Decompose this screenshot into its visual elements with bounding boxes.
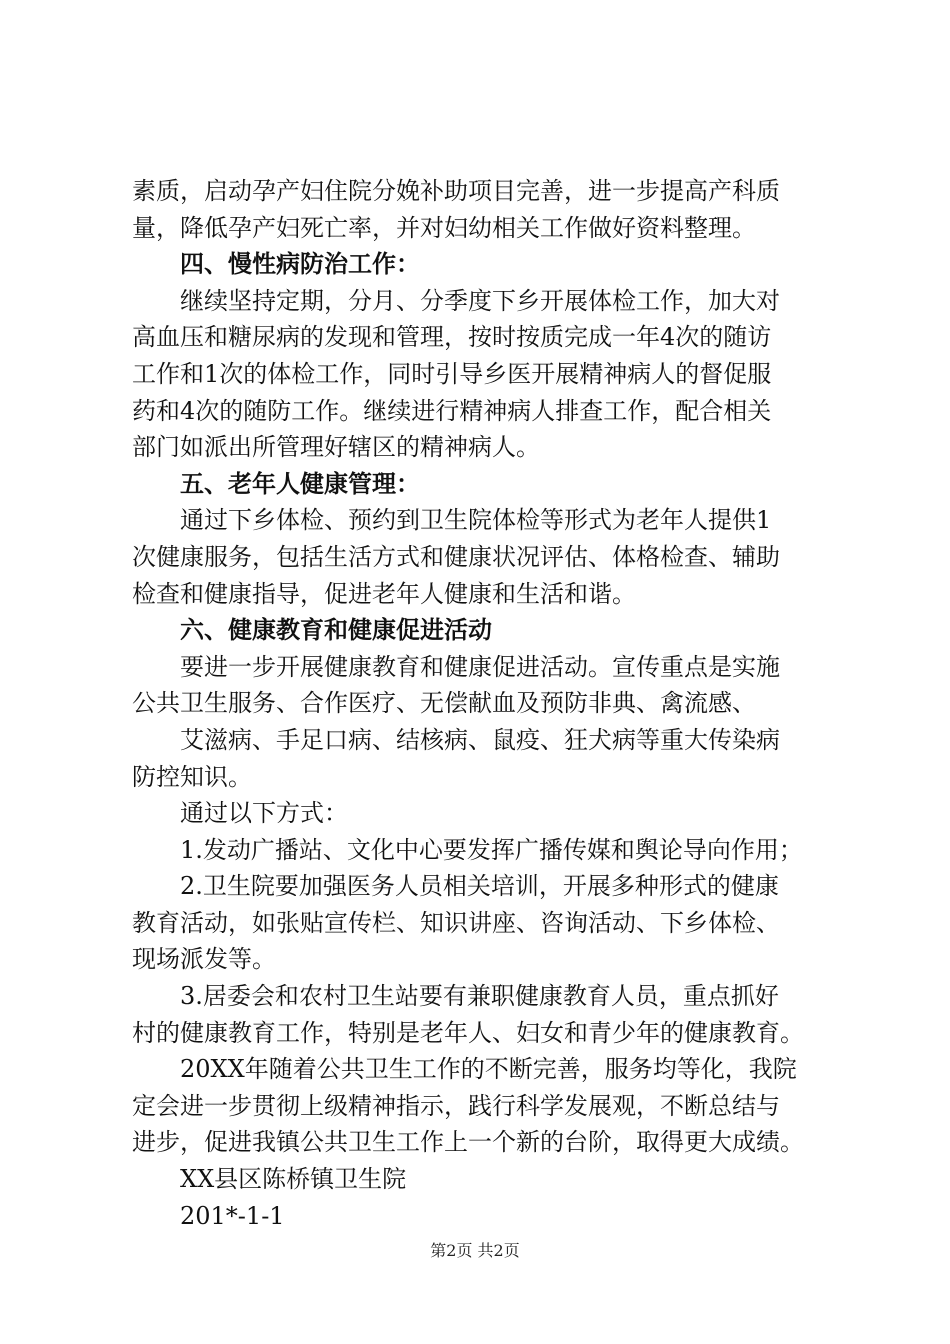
paragraph-line: 防控知识。 bbox=[132, 762, 252, 791]
section-heading: 四、慢性病防治工作： bbox=[180, 250, 420, 279]
paragraph-line: 1.发动广播站、文化中心要发挥广播传媒和舆论导向作用； bbox=[180, 835, 803, 864]
paragraph-line: 工作和1次的体检工作，同时引导乡医开展精神病人的督促服 bbox=[132, 359, 772, 388]
section-heading: 六、健康教育和健康促进活动 bbox=[180, 616, 492, 645]
paragraph-line: 进步，促进我镇公共卫生工作上一个新的台阶，取得更大成绩。 bbox=[132, 1128, 804, 1157]
document-body bbox=[132, 173, 832, 1234]
paragraph-line: 高血压和糖尿病的发现和管理，按时按质完成一年4次的随访 bbox=[132, 323, 772, 352]
paragraph-line: 通过下乡体检、预约到卫生院体检等形式为老年人提供1 bbox=[180, 506, 772, 535]
paragraph-line: 2.卫生院要加强医务人员相关培训，开展多种形式的健康 bbox=[180, 872, 779, 901]
paragraph-line: 部门如派出所管理好辖区的精神病人。 bbox=[132, 433, 540, 462]
paragraph-line: 素质，启动孕产妇住院分娩补助项目完善，进一步提高产科质 bbox=[132, 177, 780, 205]
paragraph-line: 继续坚持定期，分月、分季度下乡开展体检工作，加大对 bbox=[180, 286, 780, 315]
paragraph-line: XX县区陈桥镇卫生院 bbox=[180, 1165, 407, 1194]
paragraph-line: 公共卫生服务、合作医疗、无偿献血及预防非典、禽流感、 bbox=[132, 689, 756, 718]
paragraph-line: 通过以下方式： bbox=[180, 799, 348, 828]
paragraph-line: 要进一步开展健康教育和健康促进活动。宣传重点是实施 bbox=[180, 652, 780, 681]
paragraph-line: 教育活动，如张贴宣传栏、知识讲座、咨询活动、下乡体检、 bbox=[132, 908, 780, 937]
paragraph-line: 20XX年随着公共卫生工作的不断完善，服务均等化，我院 bbox=[180, 1055, 797, 1084]
paragraph-line: 现场派发等。 bbox=[132, 945, 276, 974]
paragraph-line: 药和4次的随防工作。继续进行精神病人排查工作，配合相关 bbox=[132, 396, 772, 425]
section-heading: 五、老年人健康管理： bbox=[180, 469, 420, 498]
paragraph-line: 次健康服务，包括生活方式和健康状况评估、体格检查、辅助 bbox=[132, 542, 780, 571]
paragraph-line: 定会进一步贯彻上级精神指示，践行科学发展观，不断总结与 bbox=[132, 1091, 780, 1120]
paragraph-line: 检查和健康指导，促进老年人健康和生活和谐。 bbox=[132, 579, 636, 608]
paragraph-line: 3.居委会和农村卫生站要有兼职健康教育人员，重点抓好 bbox=[180, 982, 779, 1011]
page-footer: 第2页 共2页 bbox=[430, 1241, 520, 1260]
paragraph-line: 量，降低孕产妇死亡率，并对妇幼相关工作做好资料整理。 bbox=[132, 213, 756, 242]
paragraph-line: 艾滋病、手足口病、结核病、鼠疫、狂犬病等重大传染病 bbox=[180, 725, 780, 754]
paragraph-line: 村的健康教育工作，特别是老年人、妇女和青少年的健康教育。 bbox=[132, 1018, 804, 1047]
paragraph-line: 201*-1-1 bbox=[180, 1201, 285, 1230]
